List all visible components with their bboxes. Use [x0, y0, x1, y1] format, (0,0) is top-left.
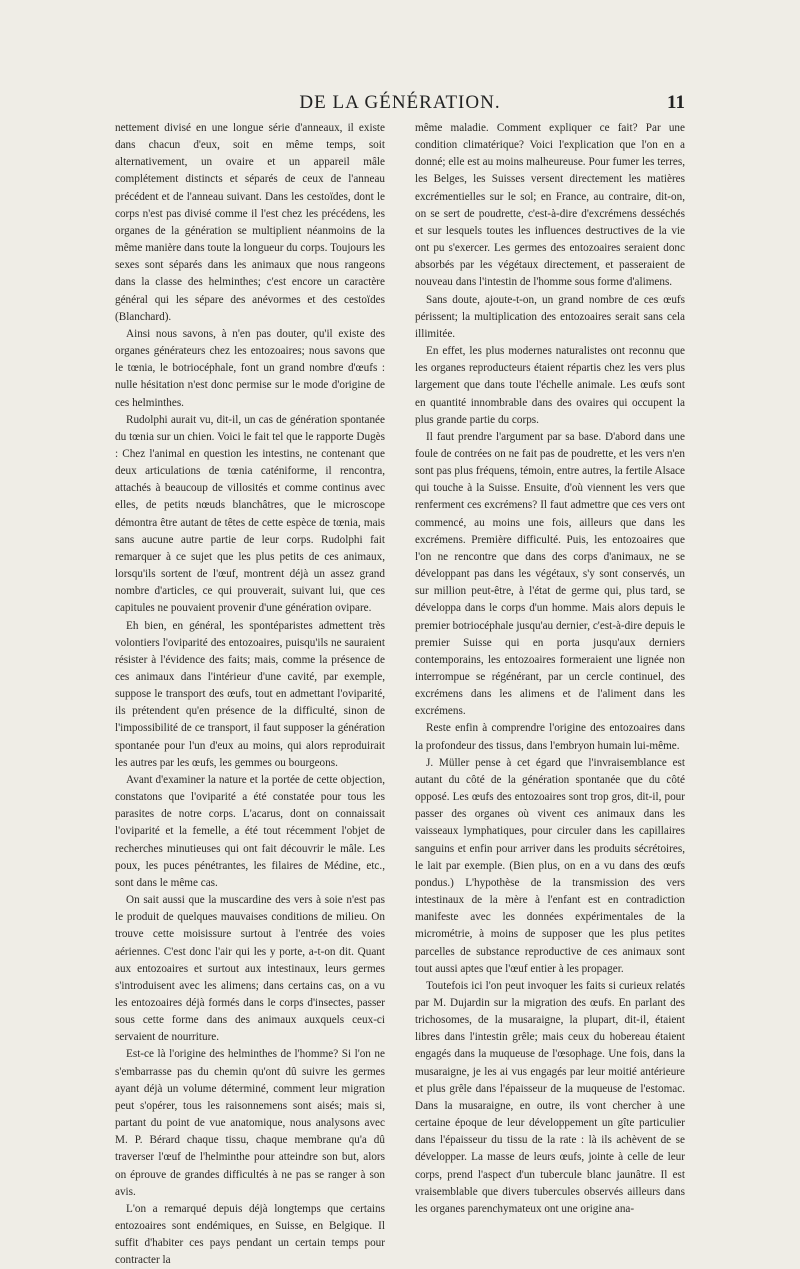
- paragraph: Il faut prendre l'argument par sa base. D'abord dans une foule de contrées on ne fait pas de poudrette, et les vers n'en sont pas plus fréquens, témoin, entre autres, la fertile Alsace qui touche à la Suisse. Ensuite, d'où viennent les vers que renferment ces excrémens? Il faut admettre que ces vers ont commencé, au moins une fois, ailleurs que dans les excrémens. Première difficulté. Puis, les entozoaires que l'on ne rencontre que dans des corps d'animaux, ne se développant pas dans les végétaux, s'y sont conservés, un sur million peut-être, à l'état de germe qui, plus tard, se développa dans le corps d'un homme. Mais alors depuis le premier botriocéphale jusqu'au dernier, c'est-à-dire depuis le premier Suisse qui en porta jusqu'aux derniers contemporains, les entozoaires formeraient une lignée non interrompue se régénérant, par un cercle continuel, des excrémens dans les alimens et de l'aliment dans les excrémens.: [415, 430, 685, 718]
- paragraph: J. Müller pense à cet égard que l'invraisemblance est autant du côté de la génération spontanée que du côté opposé. Les œufs des entozoaires sont trop gros, dit-il, pour passer des organes où vivent ces animaux dans les vaisseaux lymphatiques, pour circuler dans les capillaires sanguins et enfin pour arriver dans les produits sécrétoires, le lait par exemple. (Bien plus, on en a vu dans des œufs pondus.) L'hypothèse de la transmission des vers intestinaux de la mère à l'enfant est en contradiction manifeste avec les données expérimentales de la micrométrie, à moins de supposer que les plus petites parcelles de substance reproductive de ces animaux sont tout aussi aptes que l'œuf entier à les propager.: [415, 756, 685, 975]
- right-column: [415, 120, 685, 1215]
- paragraph: Sans doute, ajoute-t-on, un grand nombre de ces œufs périssent; la multiplication des entozoaires serait sans cela illimitée.: [415, 293, 685, 340]
- paragraph: Eh bien, en général, les spontéparistes admettent très volontiers l'oviparité des entozoaires, puisqu'ils ne sauraient résister à l'évidence des faits; mais, comme la présence de ces animaux dans l'intérieur d'une cavité, par exemple, suppose le transport des œufs, tout en admettant l'oviparité, ils prétendent qu'en présence de la difficulté, sinon de l'impossibilité de ce transport, il faut supposer la génération spontanée pour l'un d'eux au moins, qui alors reproduirait les autres par les œufs, les gemmes ou bourgeons.: [115, 619, 385, 769]
- paragraph: Rudolphi aurait vu, dit-il, un cas de génération spontanée du tœnia sur un chien. Voici le fait tel que le rapporte Dugès : Chez l'animal en question les intestins, ne contenant que deux articulations de tœnia caténiforme, il rencontra, attachés à beaucoup de villosités et comme continus avec elles, de petits nœuds blanchâtres, que le microscope démontra être autant de têtes de cette espèce de tœnia, mais sans aucune autre partie de leur corps. Rudolphi fait remarquer à ce sujet que les plus petits de ces animaux, lorsqu'ils sortent de l'œuf, montrent déjà un assez grand nombre d'articles, ce qui prouverait, suivant lui, que ces capitules ne pouvaient provenir d'une génération ovipare.: [115, 413, 385, 615]
- paragraph: Toutefois ici l'on peut invoquer les faits si curieux relatés par M. Dujardin sur la migration des œufs. En parlant des trichosomes, de la musaraigne, la plupart, dit-il, étaient libres dans l'intestin grêle; mais ceux du hobereau étaient engagés dans la muqueuse de l'œsophage. Une fois, dans la musaraigne, je les ai vus engagés par leur moitié antérieure et plus grêle dans l'épaisseur de la muqueuse de l'estomac. Dans la musaraigne, en outre, ils vont chercher à une certaine époque de leur développement un gîte particulier dans l'épaisseur du tissu de la rate : là ils achèvent de se développer. La masse de leurs œufs, jointe à celle de leur corps, prend l'aspect d'un tubercule blanc jaunâtre. Il est vraisemblable que divers tubercules observés ailleurs dans les organes parenchymateux ont une origine ana-: [415, 979, 685, 1215]
- page-header: [115, 92, 685, 118]
- paragraph: En effet, les plus modernes naturalistes ont reconnu que les organes reproducteurs étaient répartis chez les vers plus largement que dans toute l'échelle animale. Les œufs sont en quantité innombrable dans des ovaires qui occupent la plus grande partie du corps.: [415, 345, 685, 426]
- paragraph: Est-ce là l'origine des helminthes de l'homme? Si l'on ne s'embarrasse pas du chemin qu'ont dû suivre les germes ayant déjà un volume déterminé, comment leur migration peut s'opérer, tous les raisonnemens sont aisés; mais si, partant du point de vue anatomique, nous analysons avec M. P. Bérard chaque tissu, chaque membrane qu'a dû traverser l'œuf de l'helminthe pour atteindre son but, alors on éprouve de grandes difficultés à ne pas se ranger à son avis.: [115, 1048, 385, 1198]
- left-column: [115, 120, 385, 1267]
- paragraph: même maladie. Comment expliquer ce fait? Par une condition climatérique? Voici l'explication que l'on en a donné; elle est au moins malheureuse. Pour fumer les terres, les Belges, les Suisses versent directement les matières excrémentielles sur le sol; en France, au contraire, dit-on, on se sert de poudrette, c'est-à-dire d'excrémens desséchés et sur lesquels toutes les influences destructives de la vie ont pu s'exercer. Les germes des entozoaires seraient donc absorbés par les végétaux directement, et passeraient de nouveau dans l'intestin de l'homme sous forme d'alimens.: [415, 122, 685, 289]
- running-title: DE LA GÉNÉRATION.: [299, 92, 501, 113]
- paragraph: On sait aussi que la muscardine des vers à soie n'est pas le produit de quelques mauvaises conditions de milieu. On trouve cette moisissure surtout à l'entrée des voies aériennes. C'est donc l'air qui les y porte, a-t-on dit. Quant aux entozoaires et surtout aux intestinaux, leurs germes s'introduisent avec les alimens; dans certains cas, on a vu les entozoaires déjà formés dans le corps d'insectes, passer sous cette forme dans des animaux auxquels ceux-ci servaient de nourriture.: [115, 894, 385, 1044]
- paragraph: nettement divisé en une longue série d'anneaux, il existe dans chacun d'eux, soit en même temps, soit alternativement, un ovaire et un appareil mâle complétement distincts et séparés de ceux de l'anneau précédent et de l'anneau suivant. Dans les cestoïdes, dont le corps n'est pas divisé comme il l'est chez les précédens, les organes de la génération se multiplient néanmoins de la même manière dans toute la longueur du corps. Toujours les sexes sont séparés dans les animaux que nous rangeons dans la classe des helminthes; c'est encore un caractère général qui les sépare des anévormes et des cestoïdes (Blanchard).: [115, 122, 385, 323]
- paragraph: L'on a remarqué depuis déjà longtemps que certains entozoaires sont endémiques, en Suisse, en Belgique. Il suffit d'habiter ces pays pendant un certain temps pour contracter la: [115, 1202, 385, 1267]
- paragraph: Reste enfin à comprendre l'origine des entozoaires dans la profondeur des tissus, dans l'embryon humain lui-même.: [415, 722, 685, 752]
- page-number: 11: [667, 92, 685, 113]
- paragraph: Ainsi nous savons, à n'en pas douter, qu'il existe des organes générateurs chez les entozoaires; nous savons que le tœnia, le botriocéphale, font un grand nombre d'œufs : nulle hésitation n'est donc permise sur le mode d'origine de ces helminthes.: [115, 327, 385, 409]
- paragraph: Avant d'examiner la nature et la portée de cette objection, constatons que l'oviparité a été constatée pour tous les parasites de notre corps. L'acarus, dont on connaissait l'oviparité et la femelle, a été tout récemment l'objet de recherches minutieuses qui ont fait découvrir le mâle. Les poux, les puces pénétrantes, les filaires de Médine, etc., sont dans le même cas.: [115, 773, 385, 889]
